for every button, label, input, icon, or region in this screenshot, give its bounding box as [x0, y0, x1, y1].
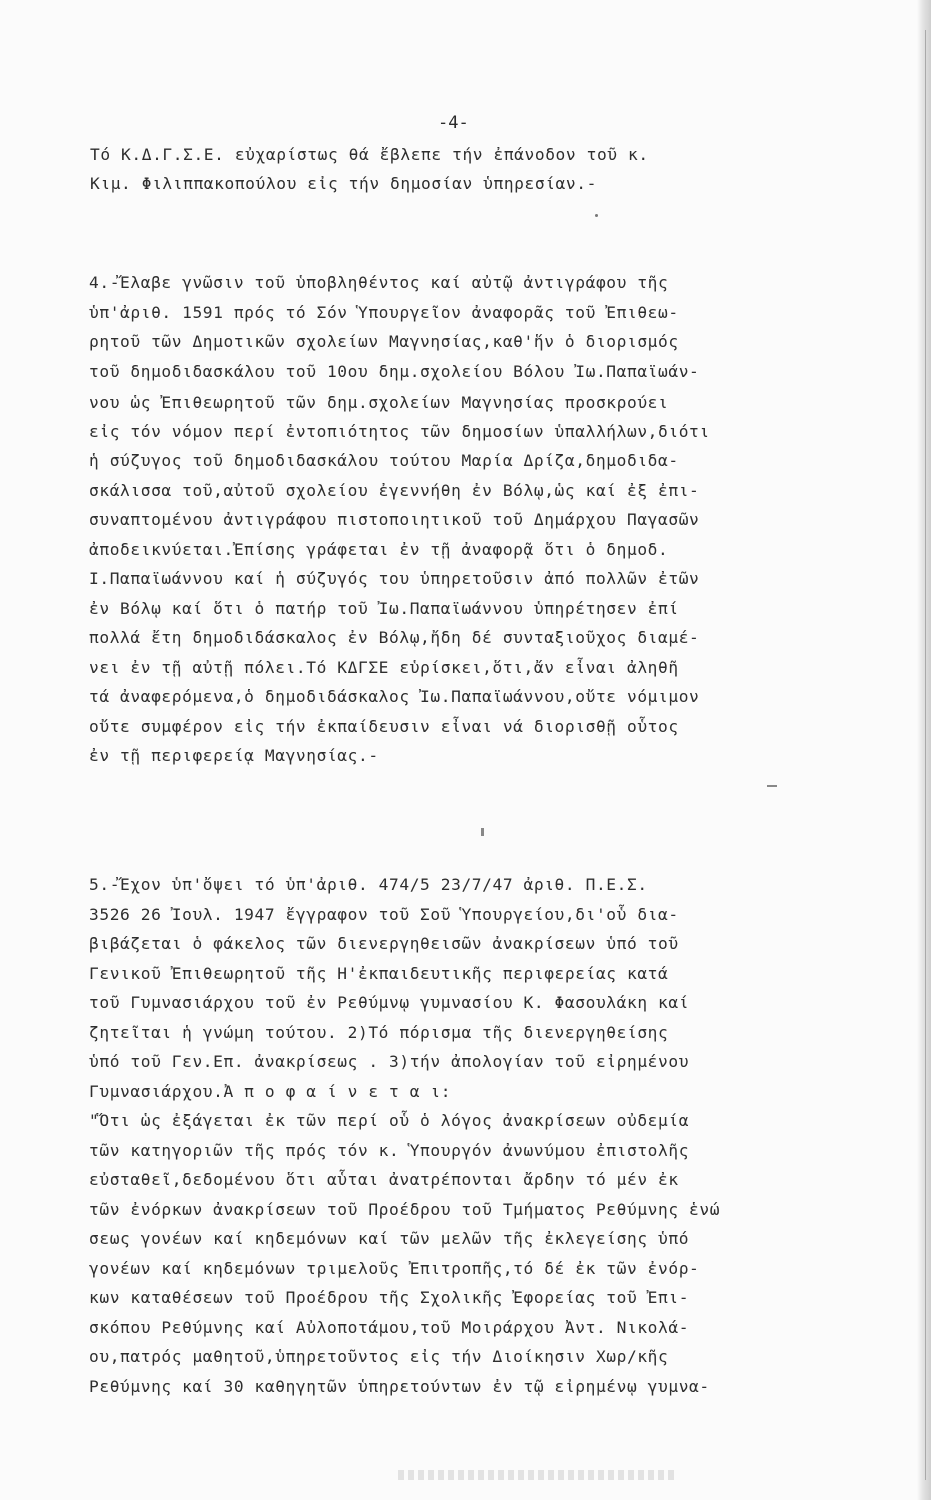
section5-line-15: κων καταθέσεων τοῦ Προέδρου τῆς Σχολικῆς Ἐφορείας τοῦ Ἐπι-	[89, 1288, 690, 1307]
section4-line-15: τά ἀναφερόμενα,ὁ δημοδιδάσκαλος Ἰω.Παπαϊωάννου,οὔτε νόμιμον	[89, 687, 700, 706]
section5-line-6: ζητεῖται ἡ γνώμη τούτου. 2)Τό πόρισμα τῆς διενεργηθείσης	[89, 1023, 669, 1042]
section5-line-13: σεως γονέων καί κηδεμόνων καί τῶν μελῶν τῆς ἐκλεγείσης ὑπό	[89, 1229, 690, 1248]
section4-line-10: ἀποδεικνύεται.Ἐπίσης γράφεται ἐν τῇ ἀναφορᾷ ὅτι ὁ δημοδ.	[89, 540, 669, 559]
page-right-edge-line	[925, 30, 926, 1480]
section4-line-17: ἐν τῇ περιφερείᾳ Μαγνησίας.-	[89, 746, 379, 765]
section4-line-13: πολλά ἔτη δημοδιδάσκαλος ἐν Βόλῳ,ἤδη δέ συνταξιοῦχος διαμέ-	[89, 628, 700, 647]
section4-line-11: Ι.Παπαϊωάννου καί ἡ σύζυγός του ὑπηρετοῦσιν ἀπό πολλῶν ἐτῶν	[89, 569, 700, 588]
section5-line-10: τῶν κατηγοριῶν τῆς πρός τόν κ. Ὑπουργόν ἀνωνύμου ἐπιστολῆς	[89, 1141, 690, 1160]
section4-line-12: ἐν Βόλῳ καί ὅτι ὁ πατήρ τοῦ Ἰω.Παπαϊωάννου ὑπηρέτησεν ἐπί	[89, 599, 679, 618]
section4-line-8: σκάλισσα τοῦ,αὐτοῦ σχολείου ἐγεννήθη ἐν Βόλῳ,ὡς καί ἐξ ἐπι-	[89, 481, 700, 500]
page-right-edge	[917, 0, 931, 1500]
opening-line-1: Τό Κ.Δ.Γ.Σ.Ε. εὐχαρίστως θά ἔβλεπε τήν ἐπάνοδον τοῦ κ.	[90, 145, 649, 164]
section5-line-16: σκόπου Ρεθύμνης καί Αὐλοποτάμου,τοῦ Μοιράρχου Ἀντ. Νικολά-	[89, 1318, 690, 1337]
page-number: -4-	[438, 113, 469, 133]
section4-line-1: 4.-Ἔλαβε γνῶσιν τοῦ ὑποβληθέντος καί αὐτῷ ἀντιγράφου τῆς	[89, 273, 669, 292]
section5-line-8: Γυμνασιάρχου.Ἀ π ο φ α ί ν ε τ α ι:	[89, 1082, 452, 1101]
section5-line-3: βιβάζεται ὁ φάκελος τῶν διενεργηθεισῶν ἀνακρίσεων ὑπό τοῦ	[89, 934, 679, 953]
section5-line-17: ου,πατρός μαθητοῦ,ὑπηρετοῦντος εἰς τήν Διοίκησιν Χωρ/κῆς	[89, 1347, 669, 1366]
section4-line-9: συναπτομένου ἀντιγράφου πιστοποιητικοῦ τοῦ Δημάρχου Παγασῶν	[89, 510, 700, 529]
stray-mark-2	[481, 828, 484, 836]
section5-line-12: τῶν ἐνόρκων ἀνακρίσεων τοῦ Προέδρου τοῦ Τμήματος Ρεθύμνης ἑνώ	[89, 1200, 721, 1219]
section5-line-9: "Ὅτι ὡς ἐξάγεται ἐκ τῶν περί οὗ ὁ λόγος ἀνακρίσεων οὐδεμία	[89, 1111, 690, 1130]
faint-footer-stamp	[398, 1470, 678, 1480]
opening-line-2: Κιμ. Φιλιππακοπούλου εἰς τήν δημοσίαν ὑπηρεσίαν.-	[90, 174, 597, 193]
section5-line-11: εὐσταθεῖ,δεδομένου ὅτι αὗται ἀνατρέπονται ἄρδην τό μέν ἐκ	[89, 1170, 679, 1189]
section4-line-5: νου ὡς Ἐπιθεωρητοῦ τῶν δημ.σχολείων Μαγνησίας προσκρούει	[89, 393, 669, 412]
section5-line-2: 3526 26 Ἰουλ. 1947 ἔγγραφον τοῦ Σοῦ Ὑπουργείου,δι'οὗ δια-	[89, 905, 679, 924]
section5-line-4: Γενικοῦ Ἐπιθεωρητοῦ τῆς Η'ἐκπαιδευτικῆς περιφερείας κατά	[89, 964, 669, 983]
section4-line-3: ρητοῦ τῶν Δημοτικῶν σχολείων Μαγνησίας,καθ'ἥν ὁ διορισμός	[89, 332, 679, 351]
section4-line-6: εἰς τόν νόμον περί ἐντοπιότητος τῶν δημοσίων ὑπαλλήλων,διότι	[89, 422, 710, 441]
section4-line-16: οὔτε συμφέρον εἰς τήν ἐκπαίδευσιν εἶναι νά διορισθῇ οὗτος	[89, 717, 679, 736]
section5-line-1: 5.-Ἔχον ὑπ'ὄψει τό ὑπ'ἀριθ. 474/5 23/7/47 ἀριθ. Π.Ε.Σ.	[89, 875, 648, 894]
section4-line-2: ὑπ'ἀριθ. 1591 πρός τό Σόν Ὑπουργεῖον ἀναφορᾶς τοῦ Ἐπιθεω-	[89, 303, 679, 322]
section5-line-14: γονέων καί κηδεμόνων τριμελοῦς Ἐπιτροπῆς,τό δέ ἐκ τῶν ἐνόρ-	[89, 1259, 700, 1278]
section5-line-18: Ρεθύμνης καί 30 καθηγητῶν ὑπηρετούντων ἐν τῷ εἰρημένῳ γυμνα-	[89, 1377, 710, 1396]
section4-line-4: τοῦ δημοδιδασκάλου τοῦ 10ου δημ.σχολείου Βόλου Ἰω.Παπαϊωάν-	[89, 362, 700, 381]
stray-mark	[767, 785, 777, 787]
section4-line-14: νει ἐν τῇ αὐτῇ πόλει.Τό ΚΔΓΣΕ εὑρίσκει,ὅτι,ἄν εἶναι ἀληθῆ	[89, 658, 679, 677]
section5-line-7: ὑπό τοῦ Γεν.Επ. ἀνακρίσεως . 3)τήν ἀπολογίαν τοῦ εἰρημένου	[89, 1052, 690, 1071]
section5-line-5: τοῦ Γυμνασιάρχου τοῦ ἐν Ρεθύμνῳ γυμνασίου Κ. Φασουλάκη καί	[89, 993, 690, 1012]
stray-dot	[595, 214, 598, 217]
section4-line-7: ἡ σύζυγος τοῦ δημοδιδασκάλου τούτου Μαρία Δρίζα,δημοδιδα-	[89, 451, 679, 470]
